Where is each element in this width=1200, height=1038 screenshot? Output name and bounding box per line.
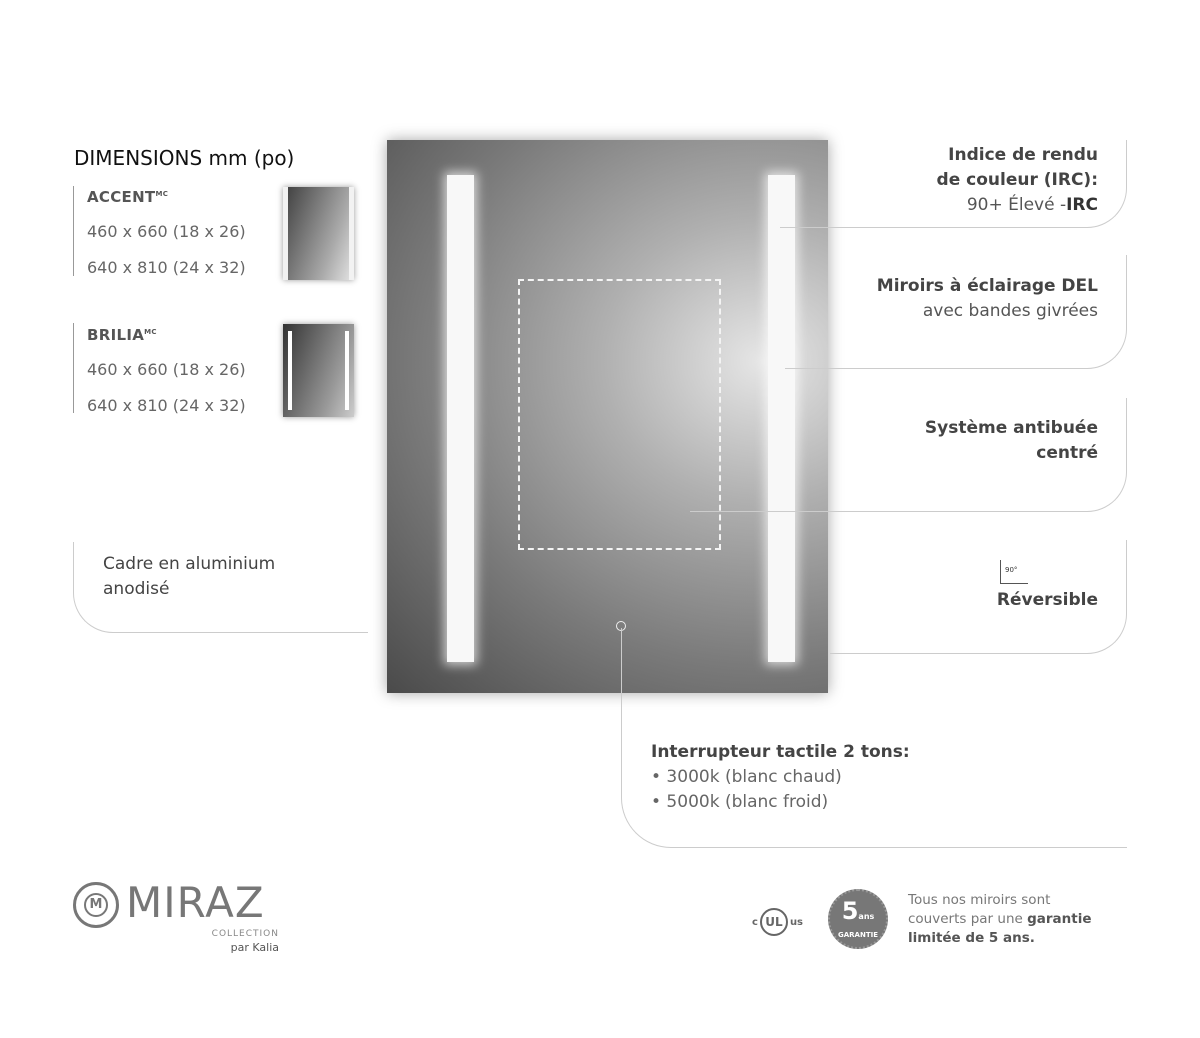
model-size: 640 x 810 (24 x 32): [87, 258, 246, 277]
warranty-text: Tous nos miroirs sont couverts par une garantie limitée de 5 ans.: [908, 892, 1092, 946]
model-size: 640 x 810 (24 x 32): [87, 396, 246, 415]
dimensions-title: DIMENSIONS mm (po): [74, 146, 295, 170]
antifog-feature: Système antibuée centré: [924, 418, 1098, 463]
rotate-90-icon: 90°: [1000, 560, 1028, 584]
accent-thumbnail: [283, 187, 354, 280]
miraz-logo-icon: M: [73, 882, 119, 928]
reversible-label: Réversible: [996, 590, 1098, 610]
model-name: $ACCENT^{MC}$: [87, 188, 169, 206]
brand-by: par Kalia: [230, 941, 279, 954]
warranty-badge: 5ans GARANTIE: [828, 889, 888, 949]
model-size: 460 x 660 (18 x 26): [87, 222, 246, 241]
divider: [73, 186, 74, 276]
brand-name: MIRAZ: [126, 878, 265, 927]
light-strip-left: [447, 175, 474, 662]
divider: [73, 323, 74, 413]
model-name: $BRILIA^{MC}$: [87, 326, 157, 344]
model-size: 460 x 660 (18 x 26): [87, 360, 246, 379]
brand-sub: COLLECTION: [211, 929, 279, 939]
irc-feature: Indice de rendu de couleur (IRC): 90+ Élevé -IRC: [936, 145, 1098, 215]
frame-feature: Cadre en aluminium anodisé: [103, 554, 276, 599]
brilia-thumbnail: [283, 324, 354, 417]
switch-callout: [621, 628, 1127, 848]
led-feature: Miroirs à éclairage DEL avec bandes givrées: [876, 276, 1098, 321]
switch-feature: Interrupteur tactile 2 tons: • 3000k (blanc chaud) • 5000k (blanc froid): [651, 742, 910, 812]
ul-certification-logo: c UL us: [752, 908, 803, 936]
